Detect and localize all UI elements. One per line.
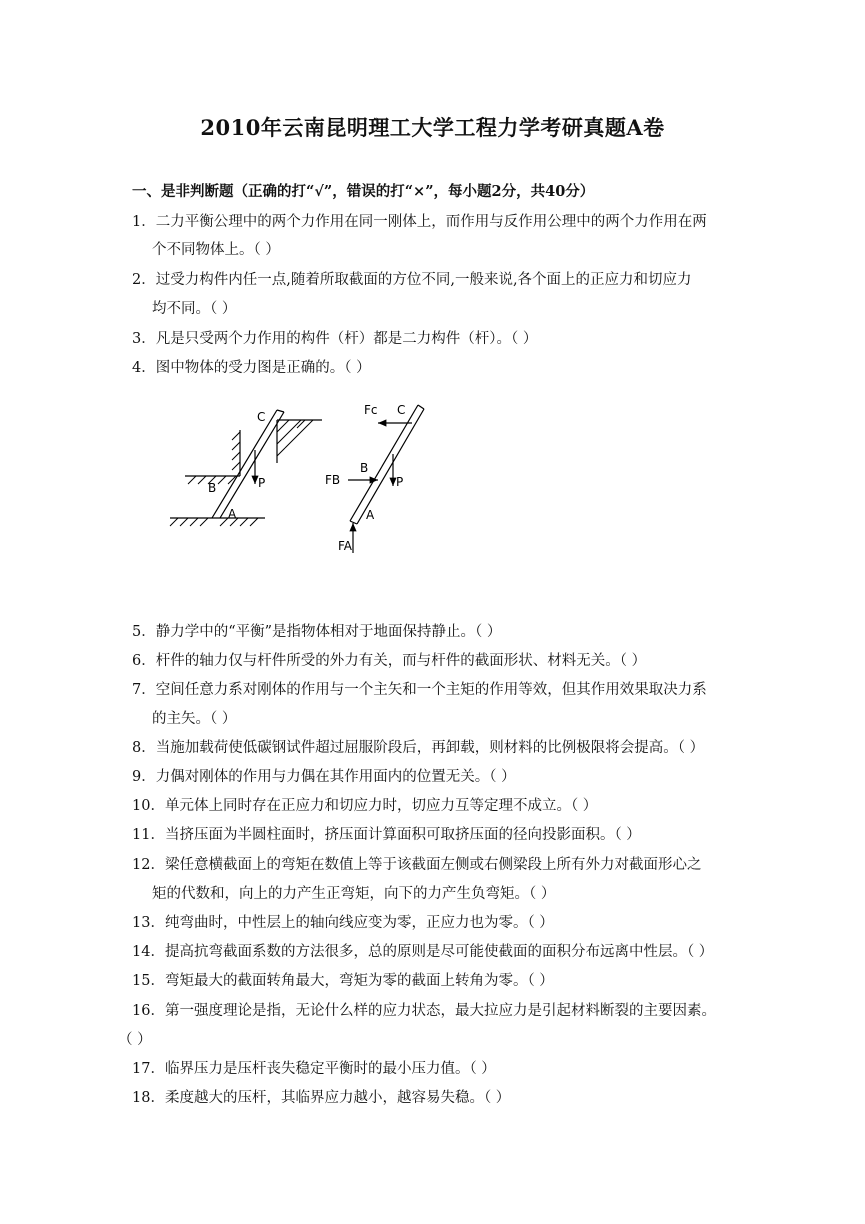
- question-12-line-1: 12．梁任意横截面上的弯矩在数值上等于该截面左侧或右侧梁段上所有外力对截面形心之: [132, 857, 702, 873]
- question-1-line-1: 1．二力平衡公理中的两个力作用在同一刚体上，而作用与反作用公理中的两个力作用在两: [132, 214, 707, 230]
- question-2-line-2: 均不同。（ ）: [152, 301, 237, 317]
- question-5: 5．静力学中的“平衡”是指物体相对于地面保持静止。（ ）: [132, 624, 502, 640]
- question-9: 9．力偶对刚体的作用与力偶在其作用面内的位置无关。（ ）: [132, 769, 516, 785]
- left-label-p: P: [258, 476, 266, 490]
- right-label-fc: Fc: [364, 403, 378, 417]
- left-label-b: B: [208, 481, 217, 495]
- question-7-line-1: 7．空间任意力系对刚体的作用与一个主矢和一个主矩的作用等效，但其作用效果取决力系: [132, 682, 707, 698]
- force-diagram: [160, 388, 450, 563]
- question-18: 18．柔度越大的压杆，其临界应力越小，越容易失稳。（ ）: [132, 1090, 511, 1106]
- question-15: 15．弯矩最大的截面转角最大，弯矩为零的截面上转角为零。（ ）: [132, 973, 554, 989]
- question-13: 13．纯弯曲时，中性层上的轴向线应变为零，正应力也为零。（ ）: [132, 915, 554, 931]
- left-label-c: C: [257, 410, 266, 424]
- right-figure: [348, 405, 424, 553]
- left-label-a: A: [228, 507, 237, 521]
- question-8: 8．当施加载荷使低碳钢试件超过屈服阶段后，再卸载，则材料的比例极限将会提高。（ ）: [132, 740, 705, 756]
- question-4: 4．图中物体的受力图是正确的。（ ）: [132, 360, 371, 376]
- right-label-c: C: [397, 403, 406, 417]
- right-label-b: B: [360, 461, 369, 475]
- section-heading: 一、是非判断题（正确的打“√”，错误的打“×”，每小题2分，共40分）: [132, 183, 595, 200]
- question-6: 6．杆件的轴力仅与杆件所受的外力有关，而与杆件的截面形状、材料无关。（ ）: [132, 653, 647, 669]
- question-16-line-2: （ ）: [118, 1032, 152, 1048]
- right-label-a: A: [366, 508, 375, 522]
- left-figure: [170, 410, 322, 526]
- question-1-line-2: 个不同物体上。（ ）: [152, 242, 280, 258]
- right-label-fb: FB: [325, 473, 341, 487]
- question-11: 11．当挤压面为半圆柱面时，挤压面计算面积可取挤压面的径向投影面积。（ ）: [132, 827, 641, 843]
- right-label-p: P: [396, 475, 404, 489]
- question-17: 17．临界压力是压杆丧失稳定平衡时的最小压力值。（ ）: [132, 1061, 496, 1077]
- question-12-line-2: 矩的代数和，向上的力产生正弯矩，向下的力产生负弯矩。（ ）: [152, 886, 556, 902]
- question-7-line-2: 的主矢。（ ）: [152, 711, 237, 727]
- question-2-line-1: 2．过受力构件内任一点,随着所取截面的方位不同,一般来说,各个面上的正应力和切应力: [132, 272, 692, 288]
- question-14: 14．提高抗弯截面系数的方法很多，总的原则是尽可能使截面的面积分布远离中性层。（ ）: [132, 944, 714, 960]
- question-16-line-1: 16．第一强度理论是指，无论什么样的应力状态，最大拉应力是引起材料断裂的主要因素。: [132, 1003, 716, 1019]
- right-label-fa: FA: [338, 539, 353, 553]
- question-3: 3．凡是只受两个力作用的构件（杆）都是二力构件（杆）。（ ）: [132, 331, 538, 347]
- page-title: 2010年云南昆明理工大学工程力学考研真题A卷: [200, 115, 665, 140]
- question-10: 10．单元体上同时存在正应力和切应力时，切应力互等定理不成立。（ ）: [132, 798, 598, 814]
